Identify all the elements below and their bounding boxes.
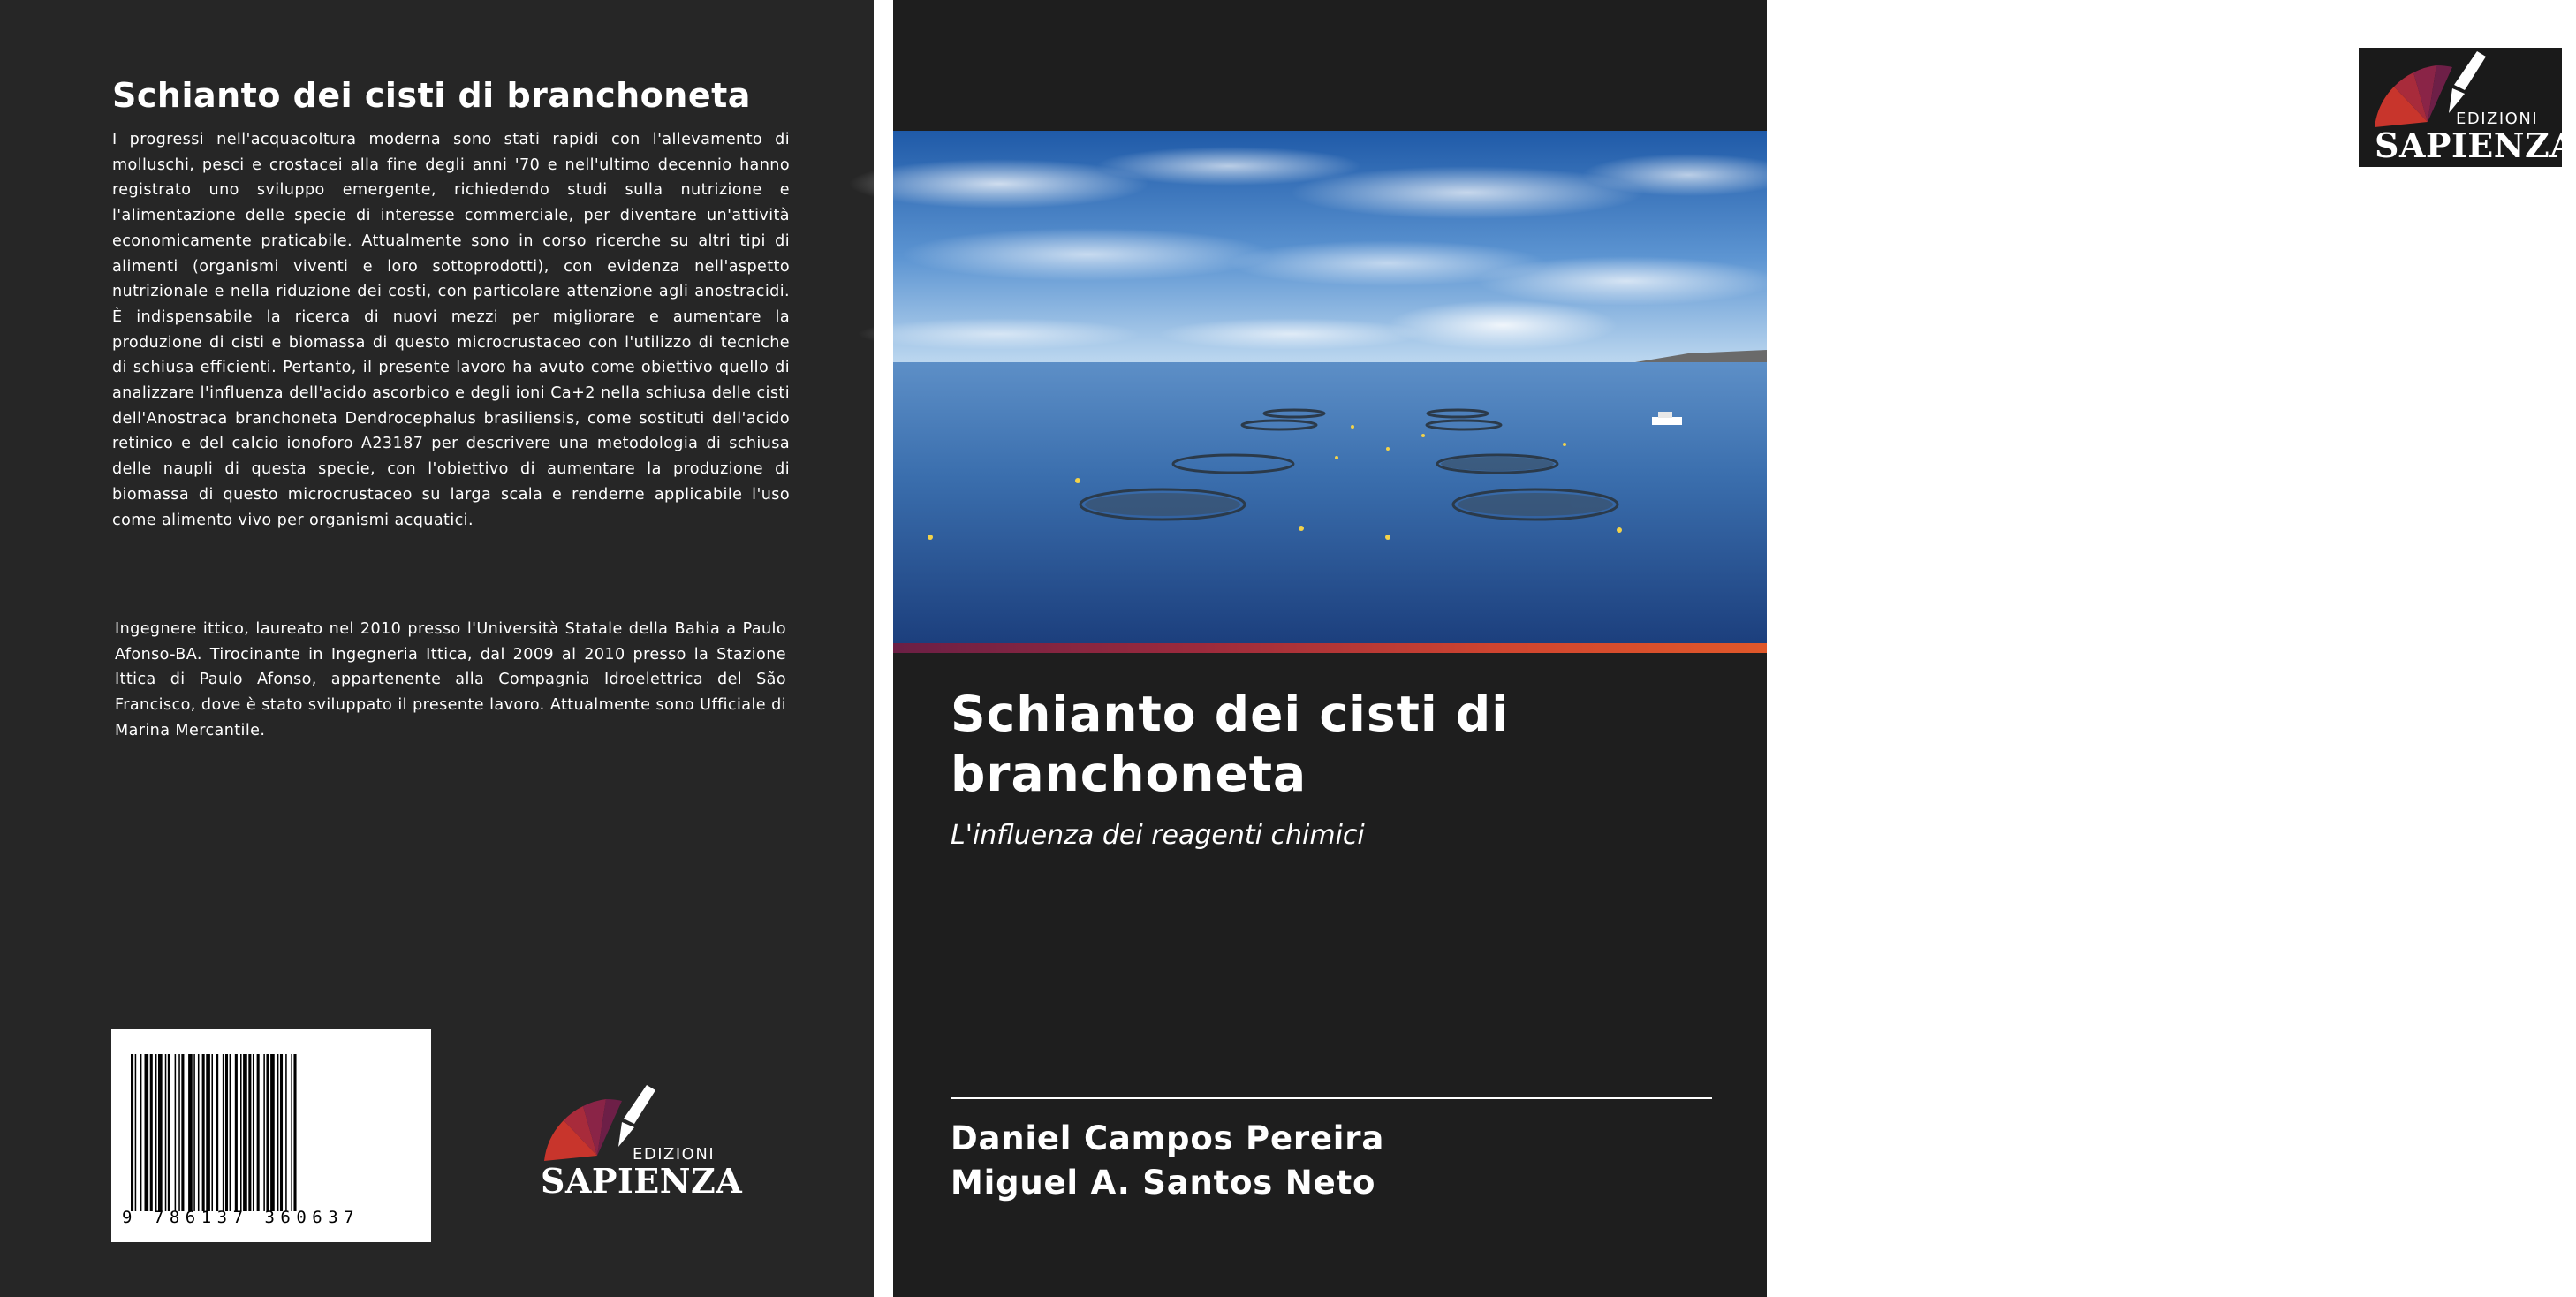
barcode-bar: [216, 1054, 218, 1211]
barcode-bar: [270, 1054, 275, 1211]
back-cover: [0, 0, 874, 1297]
logo-edizioni-text: EDIZIONI: [633, 1145, 716, 1164]
barcode-bar: [248, 1054, 251, 1211]
barcode-bar: [140, 1054, 142, 1211]
barcode-bar: [235, 1054, 238, 1211]
back-cover-title: Schianto dei cisti di branchoneta: [112, 76, 751, 115]
barcode-bar: [206, 1054, 210, 1211]
author-list: [951, 1117, 1746, 1205]
barcode-bar: [285, 1054, 287, 1211]
barcode-bar: [280, 1054, 283, 1211]
accent-bar: [893, 643, 1767, 653]
barcode-bar: [165, 1054, 167, 1211]
barcode-bar: [277, 1054, 279, 1211]
barcode-bar: [155, 1054, 157, 1211]
barcode-bar: [178, 1054, 180, 1211]
barcode-bar: [202, 1054, 205, 1211]
barcode-bar: [225, 1054, 228, 1211]
author-name: Daniel Campos Pereira: [951, 1119, 1385, 1157]
logo-sapienza-text: SAPIENZA: [541, 1161, 743, 1201]
barcode-bar: [145, 1054, 149, 1211]
author-name: Miguel A. Santos Neto: [951, 1164, 1376, 1202]
sea-fish-farm-photo: [893, 131, 1767, 643]
barcode-bar: [150, 1054, 153, 1211]
barcode-bar: [230, 1054, 231, 1211]
front-cover: [893, 0, 2576, 1297]
barcode-bar: [175, 1054, 177, 1211]
barcode-bar: [193, 1054, 195, 1211]
divider: [951, 1097, 1712, 1099]
barcode-bar: [263, 1054, 265, 1211]
logo-edizioni-text: EDIZIONI: [2456, 110, 2539, 128]
barcode-bar: [291, 1054, 292, 1211]
front-cover-title: Schianto dei cisti di branchoneta: [951, 686, 1510, 802]
front-cover-subtitle: L'influenza dei reagenti chimici: [951, 820, 1365, 851]
back-cover-summary: I progressi nell'acquacoltura moderna sono stati rapidi con l'allevamento di molluschi, pesci e crostacei alla fine degli anni '70 e nell'ultimo decennio hanno registrato uno sviluppo emergente, richiedendo studi sulla nutrizione e l'alimentazione delle specie di interesse commerciale, per diventare un'attività economicamente praticabile. Attualmente sono in corso ricerche su altri tipi di alimenti (organismi viventi e loro sottoprodotti), con evidenza nell'aspetto nutrizionale e nella riduzione dei costi, con particolare attenzione agli anostracidi. È indispensabile la ricerca di nuovi mezzi per migliorare e aumentare la produzione di cisti e biomassa di questo microcrustaceo con l'utilizzo di tecniche di schiusa efficienti. Pertanto, il presente lavoro ha avuto come obiettivo quello di analizzare l'influenza dell'acido ascorbico e degli ioni Ca+2 nella schiusa delle cisti dell'Anostraca branchoneta Dendrocephalus brasiliensis, come sostituti dell'acido retinico e del calcio ionoforo A23187 per descrivere una metodologia di schiusa delle naupli di questa specie, con l'obiettivo di aumentare la produzione di biomassa di questo microcrustaceo su larga scala e renderne applicabile l'uso come alimento vivo per organismi acquatici.: [112, 131, 790, 529]
barcode-bar: [135, 1054, 137, 1211]
barcode-bar: [168, 1054, 170, 1211]
author-bio: Ingegnere ittico, laureato nel 2010 presso l'Università Statale della Bahia a Paulo Afonso-BA. Tirocinante in Ingegneria Ittica, dal 2009 al 2010 presso la Stazione Ittica di Paulo Afonso, appartenente alla Compagnia Idroelettrica del São Francisco, dove è stato sviluppato il presente lavoro. Attualmente sono Ufficiale di Marina Mercantile.: [115, 620, 786, 740]
barcode-bars-icon: [131, 1054, 412, 1211]
barcode-bar: [223, 1054, 224, 1211]
barcode-bar: [243, 1054, 247, 1211]
barcode-digits: 9 786137 360637: [122, 1208, 360, 1227]
barcode-bar: [240, 1054, 242, 1211]
barcode-bar: [131, 1054, 133, 1211]
publisher-logo-front: [2359, 48, 2576, 167]
barcode-bar: [158, 1054, 163, 1211]
barcode-bar: [253, 1054, 254, 1211]
barcode-bar: [266, 1054, 269, 1211]
logo-sapienza-text: SAPIENZA: [2375, 125, 2576, 165]
barcode-bar: [293, 1054, 296, 1211]
isbn-barcode: [111, 1029, 431, 1242]
barcode-bar: [198, 1054, 200, 1211]
barcode-bar: [181, 1054, 184, 1211]
barcode-bar: [188, 1054, 193, 1211]
publisher-logo-back: [534, 1083, 743, 1201]
barcode-bar: [211, 1054, 213, 1211]
barcode-bar: [257, 1054, 260, 1211]
